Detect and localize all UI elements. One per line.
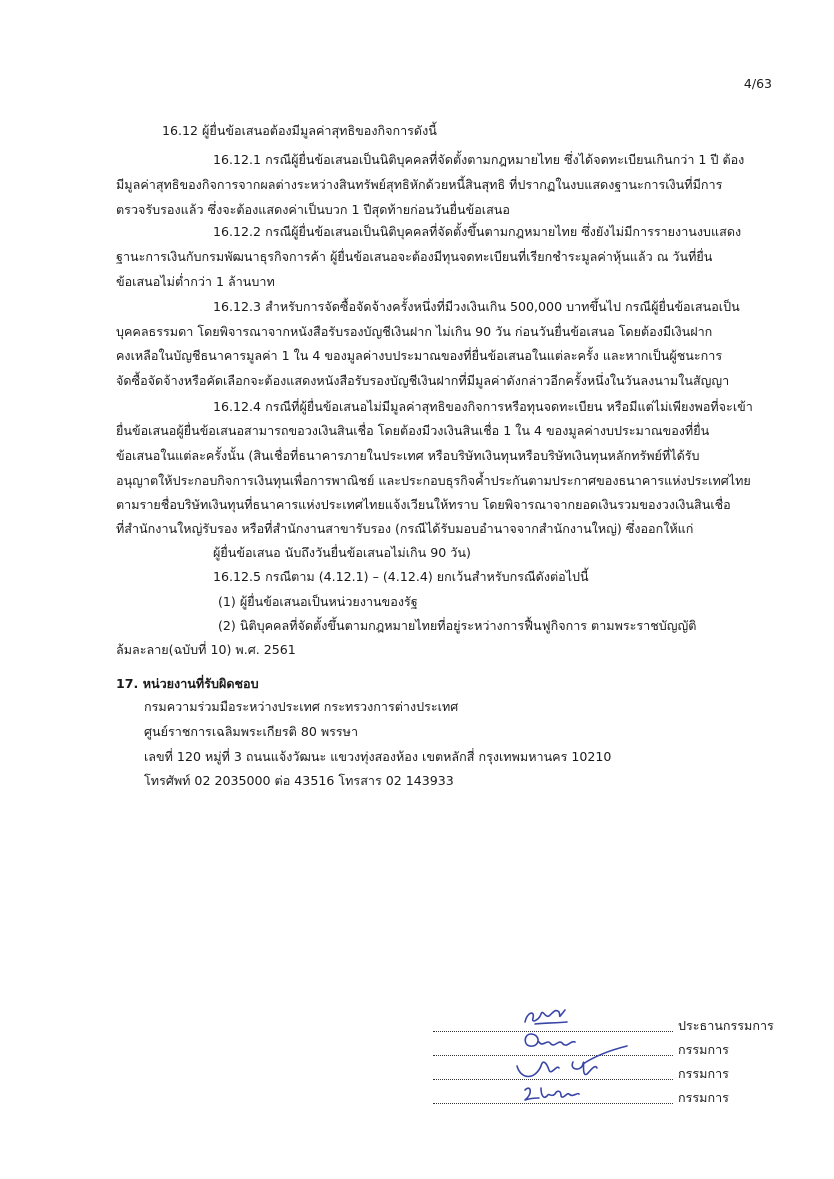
paragraph-line: ผู้ยื่นข้อเสนอ นับถึงวันยื่นข้อเสนอไม่เกิน 90 วัน)	[213, 545, 471, 560]
paragraph-line: มีมูลค่าสุทธิของกิจการจากผลต่างระหว่างสินทรัพย์สุทธิหักด้วยหนี้สินสุทธิ ที่ปรากฏในงบแสดงฐานะการเงินที่มีการ	[116, 177, 723, 192]
handwritten-signature-1	[521, 1004, 571, 1028]
paragraph-line: ที่สำนักงานใหญ่รับรอง หรือที่สำนักงานสาขารับรอง (กรณีได้รับมอบอำนาจจากสำนักงานใหญ่) ซึ่งออกให้แก่	[116, 521, 694, 536]
paragraph-line: ฐานะการเงินกับกรมพัฒนาธุรกิจการค้า ผู้ยื่นข้อเสนอจะต้องมีทุนจดทะเบียนที่เรียกชำระมูลค่าหุ้นแล้ว ณ วันที่ยื่น	[116, 249, 713, 264]
handwritten-signature-4	[521, 1082, 583, 1104]
signature-title: กรรมการ	[678, 1090, 729, 1105]
paragraph-line: 16.12.5 กรณีตาม (4.12.1) – (4.12.4) ยกเว้นสำหรับกรณีดังต่อไปนี้	[213, 569, 589, 584]
paragraph-line: ตามรายชื่อบริษัทเงินทุนที่ธนาคารแห่งประเทศไทยแจ้งเวียนให้ทราบ โดยพิจารณาจากยอดเงินรวมของวงเงินสินเชื่อ	[116, 497, 731, 512]
paragraph-line: คงเหลือในบัญชีธนาคารมูลค่า 1 ใน 4 ของมูลค่างบประมาณของที่ยื่นข้อเสนอในแต่ละครั้ง และหากเป็นผู้ชนะการ	[116, 348, 723, 363]
handwritten-signature-3	[511, 1044, 631, 1084]
list-item: (2) นิติบุคคลที่จัดตั้งขึ้นตามกฎหมายไทยที่อยู่ระหว่างการฟื้นฟูกิจการ ตามพระราชบัญญัติ	[218, 618, 697, 633]
signature-row-chairman	[433, 1012, 793, 1036]
agency-building: ศูนย์ราชการเฉลิมพระเกียรติ 80 พรรษา	[144, 724, 359, 739]
signature-row-member	[433, 1084, 793, 1108]
agency-address: เลขที่ 120 หมู่ที่ 3 ถนนแจ้งวัฒนะ แขวงทุ่งสองห้อง เขตหลักสี่ กรุงเทพมหานคร 10210	[144, 749, 612, 764]
section-16-12-title: 16.12 ผู้ยื่นข้อเสนอต้องมีมูลค่าสุทธิของกิจการดังนี้	[162, 123, 437, 138]
paragraph-line: จัดซื้อจัดจ้างหรือคัดเลือกจะต้องแสดงหนังสือรับรองบัญชีเงินฝากที่มีมูลค่าดังกล่าวอีกครั้งหนึ่งในวันลงนามในสัญญา	[116, 373, 730, 388]
paragraph-line: ล้มละลาย(ฉบับที่ 10) พ.ศ. 2561	[116, 642, 296, 657]
paragraph-line: ข้อเสนอในแต่ละครั้งนั้น (สินเชื่อที่ธนาคารภายในประเทศ หรือบริษัทเงินทุนหรือบริษัทเงินทุนหลักทรัพย์ที่ได้รับ	[116, 448, 700, 463]
section-17-heading: 17. หน่วยงานที่รับผิดชอบ	[116, 676, 259, 691]
paragraph-line: ข้อเสนอไม่ต่ำกว่า 1 ล้านบาท	[116, 274, 275, 289]
paragraph-line: ยื่นข้อเสนอผู้ยื่นข้อเสนอสามารถขอวงเงินสินเชื่อ โดยต้องมีวงเงินสินเชื่อ 1 ใน 4 ของมูลค่างบประมาณของที่ยื่น	[116, 423, 710, 438]
paragraph-line: 16.12.4 กรณีที่ผู้ยื่นข้อเสนอไม่มีมูลค่าสุทธิของกิจการหรือทุนจดทะเบียน หรือมีแต่ไม่เพียงพอที่จะเข้า	[213, 399, 753, 414]
paragraph-line: บุคคลธรรมดา โดยพิจารณาจากหนังสือรับรองบัญชีเงินฝาก ไม่เกิน 90 วัน ก่อนวันยื่นข้อเสนอ โดยต้องมีเงินฝาก	[116, 324, 713, 339]
list-item: (1) ผู้ยื่นข้อเสนอเป็นหน่วยงานของรัฐ	[218, 594, 418, 609]
page-number: 4/63	[743, 76, 772, 91]
signature-title: กรรมการ	[678, 1042, 729, 1057]
paragraph-line: 16.12.1 กรณีผู้ยื่นข้อเสนอเป็นนิติบุคคลที่จัดตั้งตามกฎหมายไทย ซึ่งได้จดทะเบียนเกินกว่า 1 ปี ต้อง	[213, 152, 745, 167]
paragraph-line: อนุญาตให้ประกอบกิจการเงินทุนเพื่อการพาณิชย์ และประกอบธุรกิจค้ำประกันตามประกาศของธนาคารแห่งประเทศไทย	[116, 473, 751, 488]
paragraph-line: 16.12.3 สำหรับการจัดซื้อจัดจ้างครั้งหนึ่งที่มีวงเงินเกิน 500,000 บาทขึ้นไป กรณีผู้ยื่นข้อเสนอเป็น	[213, 299, 740, 314]
agency-phone: โทรศัพท์ 02 2035000 ต่อ 43516 โทรสาร 02 143933	[144, 773, 454, 788]
paragraph-line: ตรวจรับรองแล้ว ซึ่งจะต้องแสดงค่าเป็นบวก 1 ปีสุดท้ายก่อนวันยื่นข้อเสนอ	[116, 202, 510, 217]
paragraph-line: 16.12.2 กรณีผู้ยื่นข้อเสนอเป็นนิติบุคคลที่จัดตั้งขึ้นตามกฎหมายไทย ซึ่งยังไม่มีการรายงานงบแสดง	[213, 224, 742, 239]
agency-name: กรมความร่วมมือระหว่างประเทศ กระทรวงการต่างประเทศ	[144, 699, 459, 714]
signature-title: ประธานกรรมการ	[678, 1018, 774, 1033]
signature-title: กรรมการ	[678, 1066, 729, 1081]
